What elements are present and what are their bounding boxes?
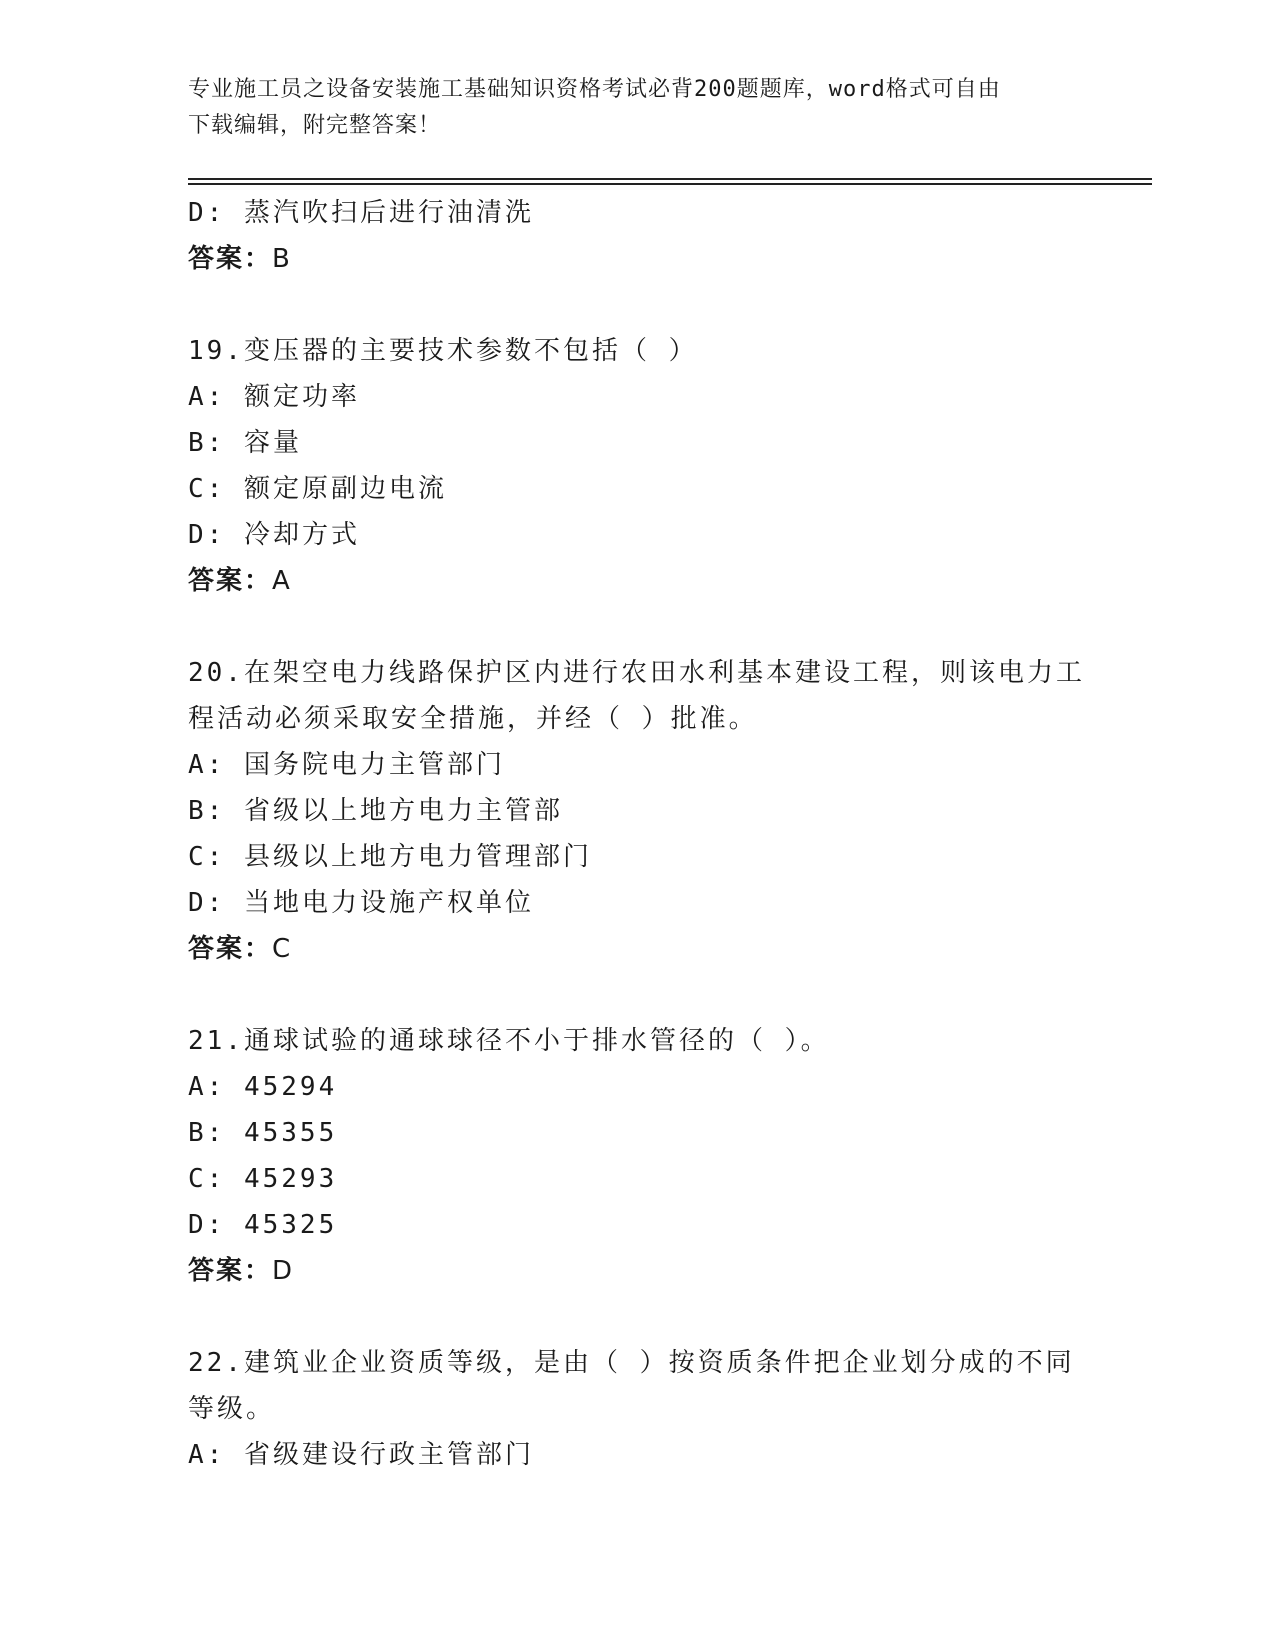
question-stem: 19.变压器的主要技术参数不包括（ ）	[188, 336, 698, 366]
answer-label: 答案：	[188, 244, 273, 274]
question-22	[188, 1340, 1088, 1478]
prev-option-d: D: 蒸汽吹扫后进行油清洗	[188, 198, 534, 228]
question-20	[188, 650, 1088, 972]
question-stem-line-1: 20.在架空电力线路保护区内进行农田水利基本建设工程，则该电力工	[188, 658, 1085, 688]
option-d: D: 冷却方式	[188, 520, 360, 550]
option-c: C: 45293	[188, 1164, 338, 1194]
answer	[188, 1248, 1088, 1294]
option-a: A: 国务院电力主管部门	[188, 750, 505, 780]
answer-value: C	[272, 934, 291, 964]
question-stem-line-1: 22.建筑业企业资质等级，是由（ ）按资质条件把企业划分成的不同	[188, 1348, 1075, 1378]
option-a: A: 45294	[188, 1072, 338, 1102]
answer-value: A	[272, 566, 290, 596]
header-line-2: 下载编辑，附完整答案！	[188, 113, 442, 138]
answer-value: B	[272, 244, 290, 274]
answer-label: 答案：	[188, 1256, 273, 1286]
spacer	[188, 282, 1088, 328]
question-21	[188, 1018, 1088, 1294]
option-c: C: 县级以上地方电力管理部门	[188, 842, 592, 872]
spacer	[188, 604, 1088, 650]
header-line-1: 专业施工员之设备安装施工基础知识资格考试必背200题题库，word格式可自由	[188, 77, 1001, 102]
answer-label: 答案：	[188, 566, 273, 596]
answer	[188, 558, 1088, 604]
option-c: C: 额定原副边电流	[188, 474, 447, 504]
answer-label: 答案：	[188, 934, 273, 964]
option-b: B: 45355	[188, 1118, 338, 1148]
option-b: B: 省级以上地方电力主管部	[188, 796, 563, 826]
answer-value: D	[272, 1256, 293, 1286]
option-d: D: 当地电力设施产权单位	[188, 888, 534, 918]
option-d: D: 45325	[188, 1210, 338, 1240]
question-stem-line-2: 程活动必须采取安全措施，并经（ ）批准。	[188, 704, 758, 734]
page-header	[188, 72, 1088, 144]
header-divider-top	[188, 178, 1152, 180]
question-stem-line-2: 等级。	[188, 1394, 276, 1424]
spacer	[188, 972, 1088, 1018]
question-content	[188, 190, 1088, 1478]
answer	[188, 926, 1088, 972]
header-divider-bottom	[188, 183, 1152, 185]
option-a: A: 省级建设行政主管部门	[188, 1440, 534, 1470]
question-19	[188, 328, 1088, 604]
question-stem: 21.通球试验的通球球径不小于排水管径的（ ）。	[188, 1026, 830, 1056]
option-a: A: 额定功率	[188, 382, 360, 412]
prev-answer	[188, 236, 1088, 282]
spacer	[188, 1294, 1088, 1340]
option-b: B: 容量	[188, 428, 302, 458]
